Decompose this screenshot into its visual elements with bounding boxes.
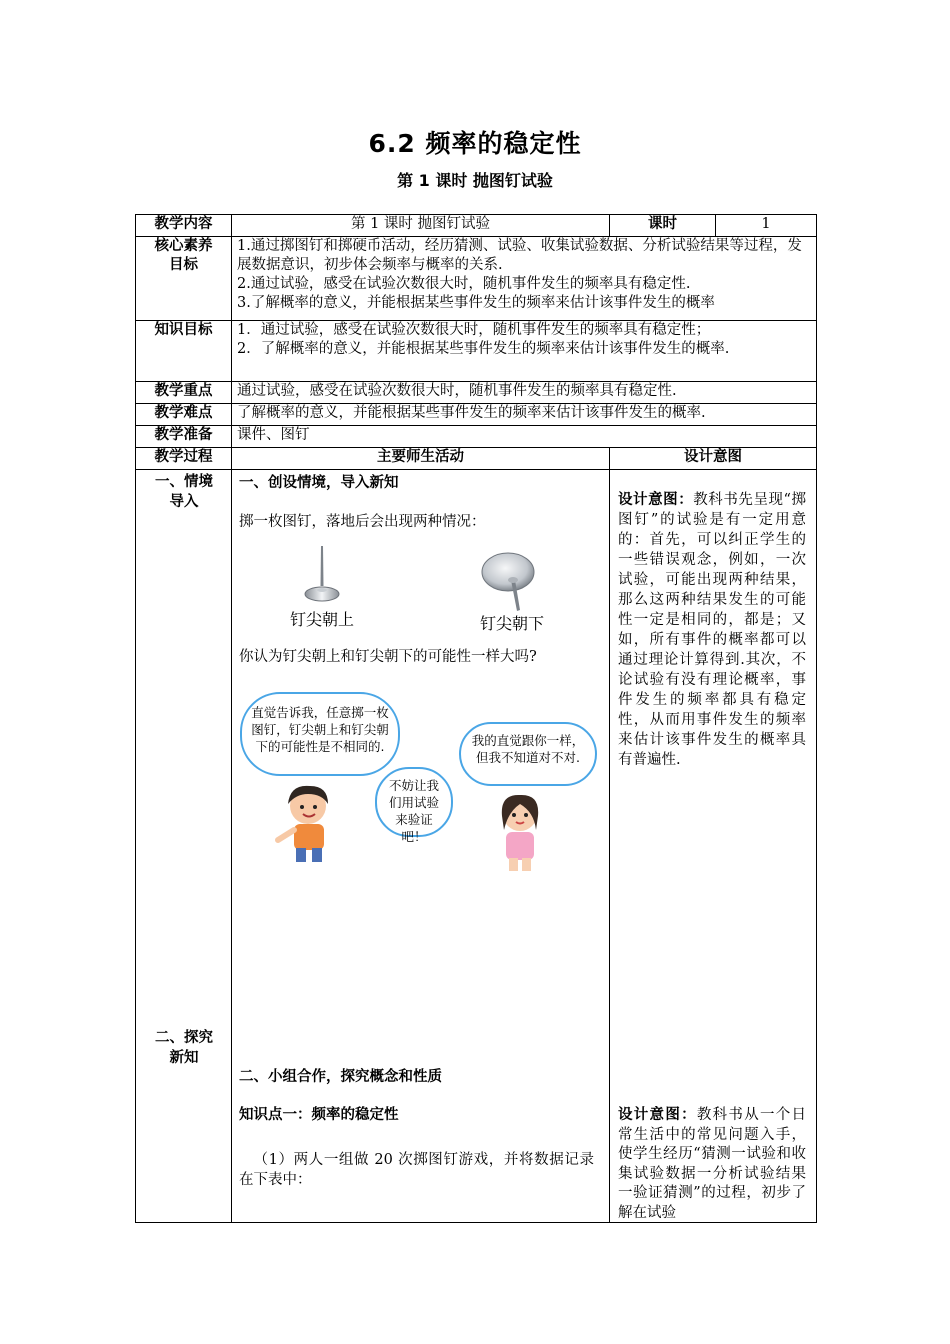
stage-1-label: 一、情境导入 [155,474,213,510]
prep-value: 课件、图钉 [232,426,817,448]
stage-column [136,470,232,1223]
row-content [136,215,817,237]
boy-speech-bubble [240,692,400,776]
difficulty-label: 教学难点 [136,404,232,426]
difficulty-value: 了解概率的意义，并能根据某些事件发生的频率来估计该事件发生的概率. [232,404,817,426]
core-goals [232,237,817,321]
row-process-header [136,448,817,470]
intent-header: 设计意图 [610,448,817,470]
core-label-text: 核心素养目标 [154,238,213,273]
intent-2-label: 设计意图： [618,1107,697,1123]
page-subtitle: 第 1 课时 抛图钉试验 [397,171,553,190]
intent-2-text: 教科书从一个日常生活中的常见问题入手，使学生经历“猜测一试验和收集试验数据一分析试验结果一验证猜测”的过程，初步了解在试验 [618,1107,806,1220]
intent-1-text: 教科书先呈现“掷图钉”的试验是有一定用意的：首先，可以纠正学生的一些错误观念，例如，一次试验，可能出现两种结果，那么这两种结果发生的可能性一定是相同的，都是；又如，所有事件的概率都可以通过理论计算得到.其次，不论试验有没有理论概率，事件发生的频率都具有稳定性，从而用事件发生的频率来估计该事件发生的概率具有普遍性. [618,492,806,768]
core-goal-2: 2.通过试验，感受在试验次数很大时，随机事件发生的频率具有稳定性. [237,276,691,292]
row-core-goals [136,237,817,321]
activity-column [232,470,610,1223]
row-knowledge-goals [136,321,817,382]
pin-up-icon [302,546,342,604]
question-text: 你认为钉尖朝上和钉尖朝下的可能性一样大吗? [239,649,537,665]
intent-2 [618,1106,806,1220]
boy-cartoon-icon [272,782,342,868]
lesson-plan-table [135,214,817,1223]
section-1-heading: 一、创设情境，导入新知 [239,475,399,491]
intent-column [610,470,817,1223]
row-process-body [136,470,817,1223]
core-label [136,237,232,321]
content-label: 教学内容 [136,215,232,237]
stage-2-label: 二、探究新知 [155,1030,213,1066]
knowledge-goal-1: 1．通过试验，感受在试验次数很大时，随机事件发生的频率具有稳定性； [237,322,711,338]
page-title: 6.2 频率的稳定性 [368,129,582,158]
test-speech-text: 不妨让我们用试验来验证吧！ [388,778,439,844]
key-label: 教学重点 [136,382,232,404]
section-2-task: （1）两人一组做 20 次掷图钉游戏，并将数据记录在下表中： [239,1152,594,1188]
intent-1 [618,490,806,770]
boy-speech-text: 直觉告诉我，任意掷一枚图钉，钉尖朝上和钉尖朝下的可能性是不相同的. [251,705,389,754]
hours-value: 1 [716,215,817,237]
row-preparation [136,426,817,448]
knowledge-goals [232,321,817,382]
row-key-points [136,382,817,404]
hours-label: 课时 [610,215,716,237]
content-value: 第 1 课时 抛图钉试验 [232,215,610,237]
girl-speech-text: 我的直觉跟你一样，但我不知道对不对. [471,733,585,765]
prep-label: 教学准备 [136,426,232,448]
test-speech-bubble [375,767,453,844]
core-goal-3: 3.了解概率的意义，并能根据某些事件发生的频率来估计该事件发生的概率 [237,295,715,311]
core-goal-1: 1.通过掷图钉和掷硬币活动，经历猜测、试验、收集试验数据、分析试验结果等过程，发展数据意识，初步体会频率与概率的关系. [237,238,802,273]
process-label: 教学过程 [136,448,232,470]
knowledge-point-1: 知识点一：频率的稳定性 [239,1107,399,1123]
girl-cartoon-icon [490,790,550,874]
pin-down-caption: 钉尖朝下 [480,614,545,633]
knowledge-goal-2: 2．了解概率的意义，并能根据某些事件发生的频率来估计该事件发生的概率. [237,341,730,357]
pin-down-icon [480,550,546,612]
intent-1-label: 设计意图： [618,492,694,508]
section-2-heading: 二、小组合作，探究概念和性质 [239,1069,442,1085]
knowledge-label: 知识目标 [136,321,232,382]
row-difficulty [136,404,817,426]
key-value: 通过试验，感受在试验次数很大时，随机事件发生的频率具有稳定性. [232,382,817,404]
pin-up-caption: 钉尖朝上 [290,610,355,629]
girl-speech-bubble [459,722,597,786]
activity-header: 主要师生活动 [232,448,610,470]
section-1-text: 掷一枚图钉，落地后会出现两种情况： [239,514,486,530]
